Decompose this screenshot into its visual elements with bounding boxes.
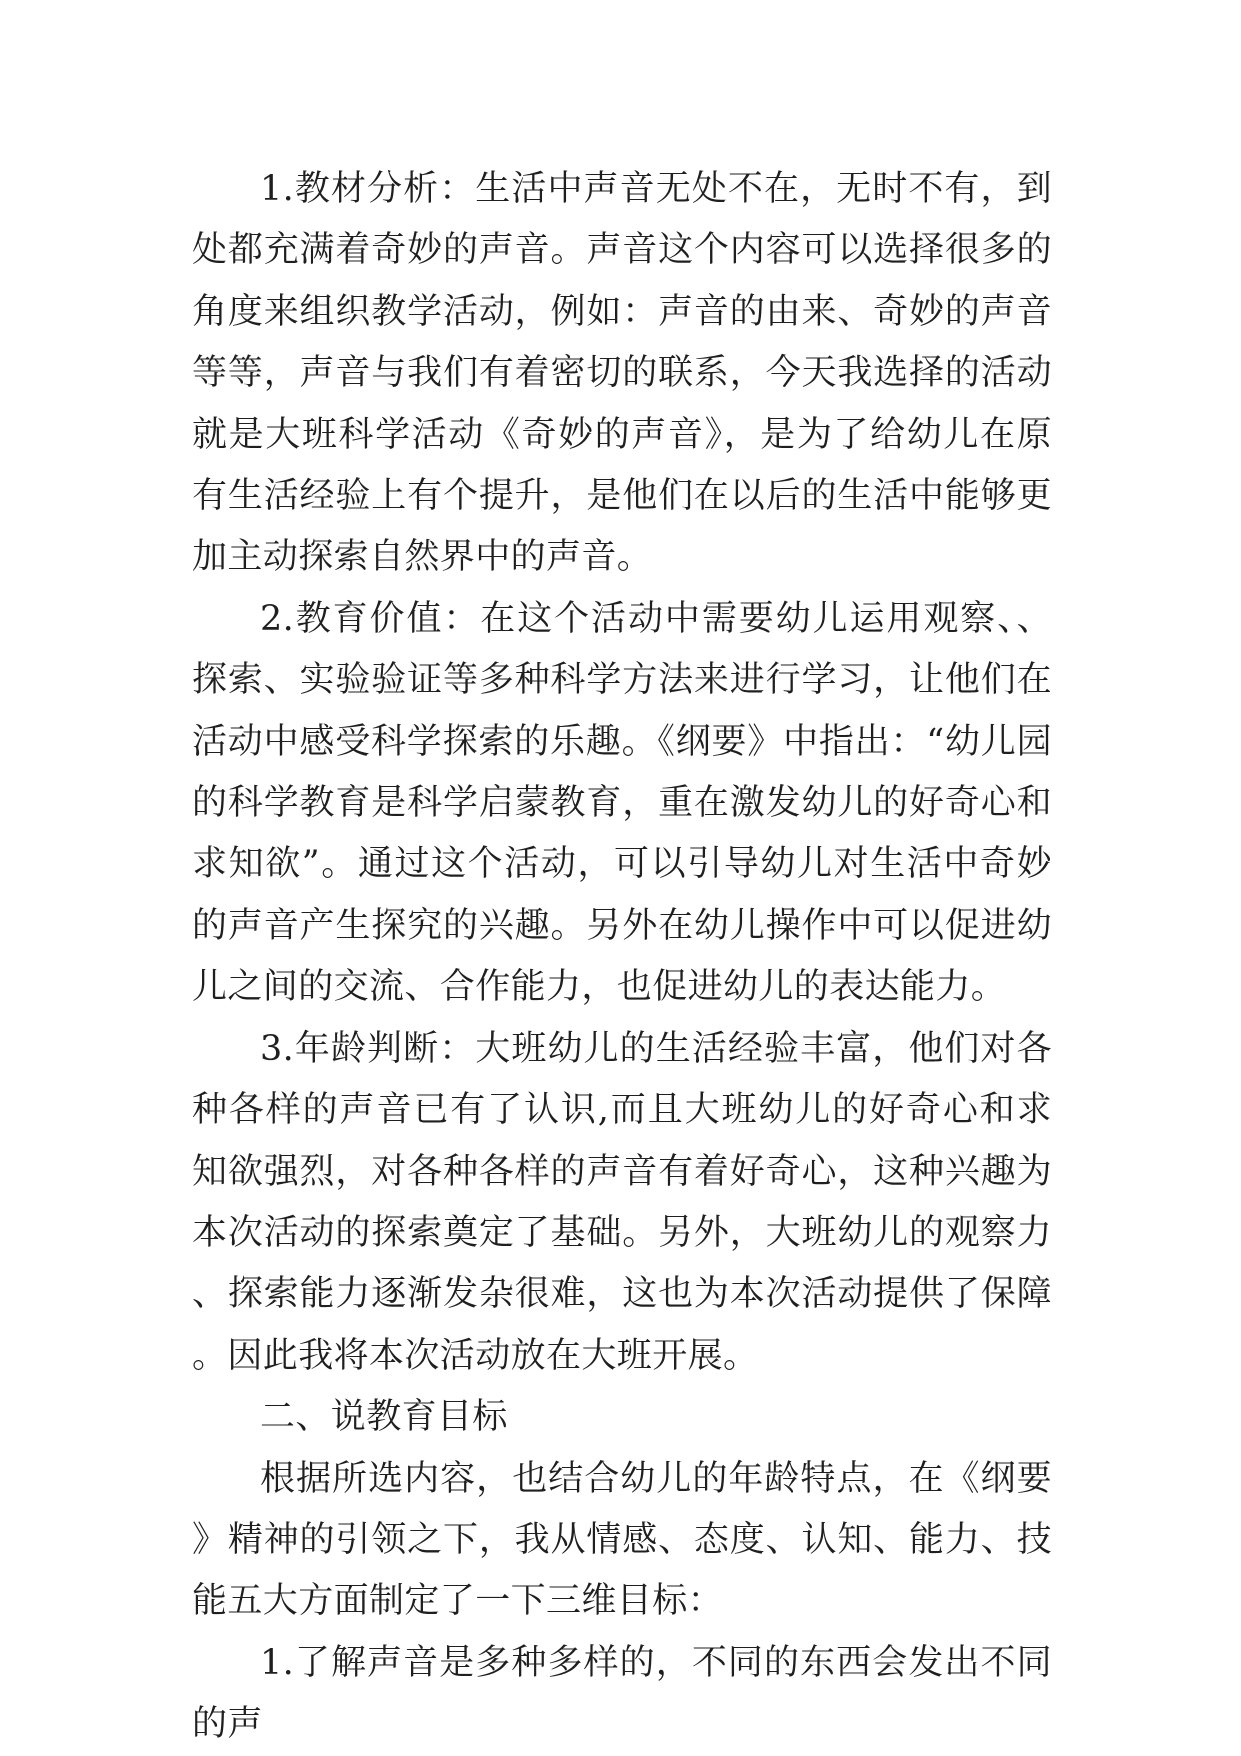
paragraph-age-judgment: 3.年龄判断：大班幼儿的生活经验丰富，他们对各种各样的声音已有了认识,而且大班幼儿的好奇心和求知欲强烈，对各种各样的声音有着好奇心，这种兴趣为本次活动的探索奠定了基础。另外，大班幼儿的观察力、探索能力逐渐发杂很难，这也为本次活动提供了保障。因此我将本次活动放在大班开展。 bbox=[192, 1028, 1052, 1376]
section-heading-education-goals: 二、说教育目标 bbox=[260, 1397, 508, 1438]
paragraph-goals-intro: 根据所选内容，也结合幼儿的年龄特点，在《纲要》精神的引领之下，我从情感、态度、认知、能力、技能五大方面制定了一下三维目标： bbox=[192, 1458, 1052, 1622]
paragraph-goal-1: 1.了解声音是多种多样的，不同的东西会发出不同的声 bbox=[192, 1642, 1052, 1745]
paragraph-textbook-analysis: 1.教材分析：生活中声音无处不在，无时不有，到处都充满着奇妙的声音。声音这个内容可以选择很多的角度来组织教学活动，例如：声音的由来、奇妙的声音等等，声音与我们有着密切的联系，今天我选择的活动就是大班科学活动《奇妙的声音》，是为了给幼儿在原有生活经验上有个提升，是他们在以后的生活中能够更加主动探索自然界中的声音。 bbox=[192, 169, 1052, 578]
paragraph-educational-value: 2.教育价值：在这个活动中需要幼儿运用观察、、探索、实验验证等多种科学方法来进行学习，让他们在活动中感受科学探索的乐趣。《纲要》中指出：“幼儿园的科学教育是科学启蒙教育，重在激发幼儿的好奇心和求知欲”。通过这个活动，可以引导幼儿对生活中奇妙的声音产生探究的兴趣。另外在幼儿操作中可以促进幼儿之间的交流、合作能力，也促进幼儿的表达能力。 bbox=[192, 598, 1052, 1008]
document-body bbox=[192, 159, 1052, 1756]
